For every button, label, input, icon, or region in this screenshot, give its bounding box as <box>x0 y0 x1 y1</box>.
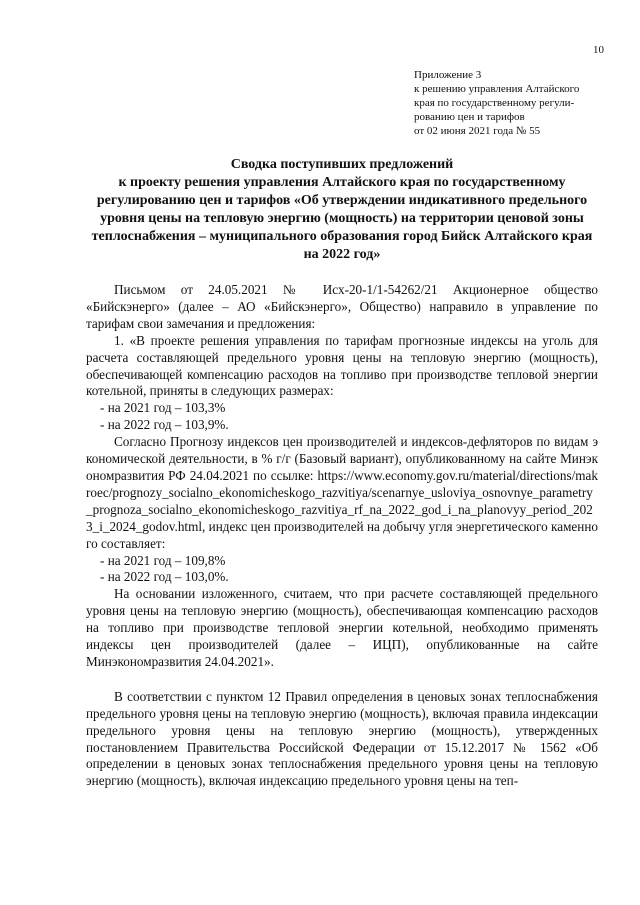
title-line: к проекту решения управления Алтайского края по государственному <box>118 175 566 190</box>
page-number: 10 <box>593 44 604 56</box>
paragraph-proposal-1: 1. «В проекте решения управления по тарифам прогнозные индексы на уголь для расчета составляющей предельного уровня цены на тепловую энергию (мощность), обеспечивающей компенсацию расходов на топливо при производстве тепловой энергии котельной, приняты в следующих размерах: <box>86 332 598 399</box>
paragraph-response: В соответствии с пунктом 12 Правил определения в ценовых зонах теплоснабжения предельного уровня цены на тепловую энергию (мощность), включая правила индексации предельного уровня цены на тепловую энергию (мощность), утвержденных постановлением Правительства Российской Федерации от 15.12.2017 № 1562 «Об определении в ценовых зонах теплоснабжения предельного уровня цены на тепловую энергию (мощность), включая индексацию предельного уровня цены на теп- <box>86 688 598 789</box>
list-item: - на 2021 год – 103,3% <box>100 400 226 416</box>
list-item: - на 2022 год – 103,9%. <box>100 417 229 433</box>
document-body <box>86 282 598 790</box>
title-line: на 2022 год» <box>303 247 381 262</box>
appendix-line: к решению управления Алтайского <box>414 83 580 95</box>
title-line: теплоснабжения – муниципального образования город Бийск Алтайского края <box>91 229 593 244</box>
list-item: - на 2022 год – 103,0%. <box>100 569 229 585</box>
list-item: - на 2021 год – 109,8% <box>100 552 226 568</box>
title-line: уровня цены на тепловую энергию (мощность) на территории ценовой зоны <box>100 211 584 226</box>
appendix-line: Приложение 3 <box>414 69 482 81</box>
paragraph-letter-intro: Письмом от 24.05.2021 № Исх-20-1/1-54262/21 Акционерное общество «Бийскэнерго» (далее – АО «Бийскэнерго», Общество) направило в управление по тарифам свои замечания и предложения: <box>86 282 598 331</box>
appendix-line: от 02 июня 2021 года № 55 <box>414 125 541 137</box>
appendix-block <box>414 68 614 138</box>
appendix-line: края по государственному регули- <box>414 97 575 109</box>
paragraph-conclusion: На основании изложенного, считаем, что при расчете составляющей предельного уровня цены на тепловую энергию (мощность), обеспечивающая компенсацию расходов на топливо при производстве тепловой энергии котельной, необходимо применять индексы цен производителей (далее – ИЦП), опубликованные на сайте Минэкономразвития 24.04.2021». <box>86 586 598 669</box>
appendix-line: рованию цен и тарифов <box>414 111 525 123</box>
paragraph-forecast: Согласно Прогнозу индексов цен производителей и индексов-дефляторов по видам экономической деятельности, в % г/г (Базовый вариант), опубликованному на сайте Минэкономразвития РФ 24.04.2021 по ссылке: https://www.economy.gov.ru/material/directions/makroec/prognozy_socialno_ekonomicheskogo_razvitiya/scenarnye_usloviya_osnovnye_parametry_prognoza_socialno_ekonomicheskogo_razvitiya_rf_na_2022_god_i_na_planovyy_period_2023_i_2024_godov.html, индекс цен производителей на добычу угля энергетического каменного составляет: <box>86 434 598 551</box>
title-line: регулированию цен и тарифов «Об утверждении индикативного предельного <box>96 193 588 208</box>
document-title <box>82 156 602 264</box>
paragraph-gap <box>86 671 598 689</box>
title-line: Сводка поступивших предложений <box>230 157 454 172</box>
